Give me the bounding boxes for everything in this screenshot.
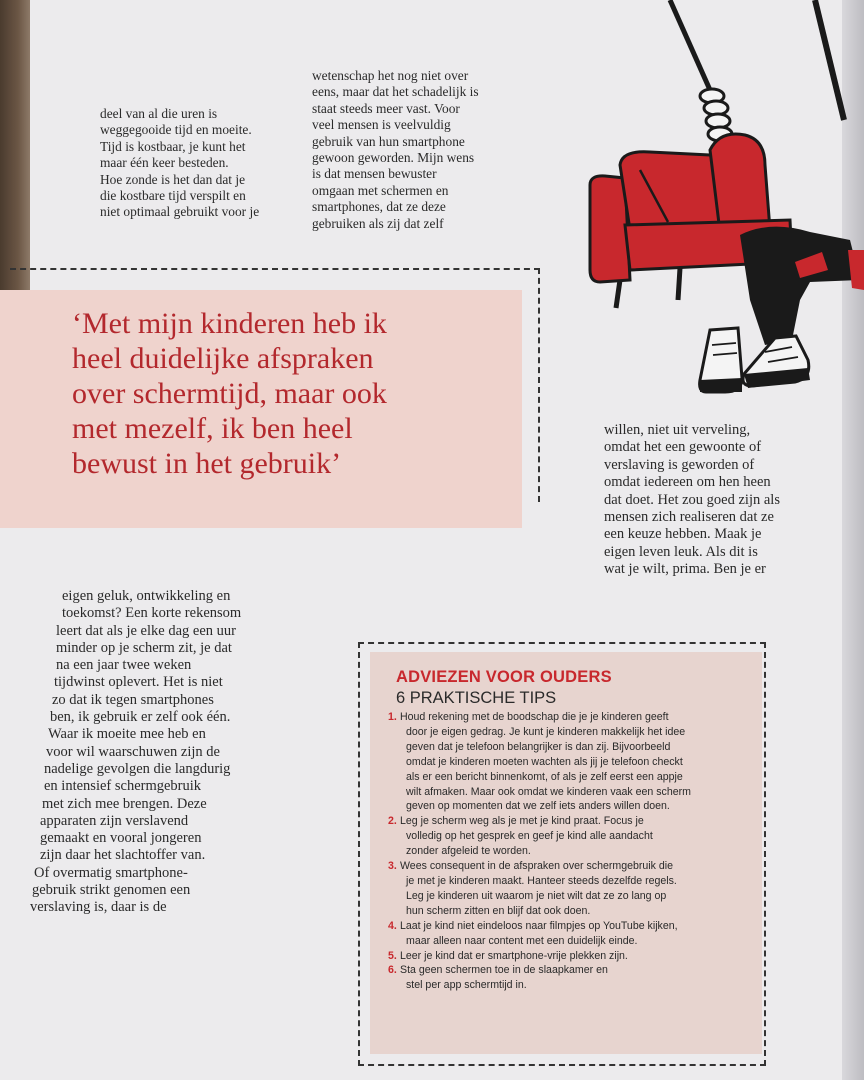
tip-line: Leg je scherm weg als je met je kind praat. Focus je <box>400 815 644 828</box>
text-line: Tijd is kostbaar, je kunt het <box>100 138 246 154</box>
text-line: omdat het een gewoonte of <box>604 439 762 456</box>
text-line: niet optimaal gebruikt voor je <box>100 204 260 220</box>
text-line: weggegooide tijd en moeite. <box>100 122 252 138</box>
text-line: dat doet. Het zou goed zijn als <box>604 491 780 508</box>
text-line: verslaving is, daar is de <box>30 899 167 916</box>
dashed-divider-right <box>538 268 540 502</box>
text-line: gebruik van hun smartphone <box>312 133 465 149</box>
tip-number: 5. <box>388 949 397 962</box>
text-line: Waar ik moeite mee heb en <box>48 726 206 743</box>
tips-list <box>384 710 754 993</box>
dashed-divider-top <box>10 268 540 270</box>
tip-line: zonder afgeleid te worden. <box>406 845 531 858</box>
text-line: voor wil waarschuwen zijn de <box>46 743 220 760</box>
quote-line: heel duidelijke afspraken <box>72 342 374 375</box>
text-line: wetenschap het nog niet over <box>312 68 469 83</box>
tip-item-2 <box>384 814 754 859</box>
tip-line: stel per app schermtijd in. <box>406 979 527 992</box>
quote-line: ‘Met mijn kinderen heb ik <box>72 307 387 340</box>
quote-line: over schermtijd, maar ook <box>72 377 387 410</box>
tip-line: hun scherm zitten en blijf dat ook doen. <box>406 904 591 917</box>
tip-line: geven op momenten dat we zelf iets anders willen doen. <box>406 800 670 813</box>
tip-line: Houd rekening met de boodschap die je je kinderen geeft <box>400 711 669 723</box>
text-line: omgaan met schermen en <box>312 182 449 198</box>
tip-number: 4. <box>388 919 397 932</box>
text-line: willen, niet uit verveling, <box>604 422 751 438</box>
text-line: mensen zich realiseren dat ze <box>604 509 774 526</box>
tip-line: je met je kinderen maakt. Hanteer steeds dezelfde regels. <box>406 874 677 887</box>
body-column-c <box>604 422 780 579</box>
tips-subheading: 6 PRAKTISCHE TIPS <box>396 689 557 707</box>
quote-line: bewust in het gebruik’ <box>72 447 342 480</box>
text-line: een keuze hebben. Maak je <box>604 526 762 543</box>
text-line: die kostbare tijd verspilt en <box>100 188 246 204</box>
text-line: Hoe zonde is het dan dat je <box>100 171 246 187</box>
tip-line: maar alleen naar content met een duidelijk einde. <box>406 934 638 947</box>
tip-line: Wees consequent in de afspraken over schermgebruik die <box>400 860 674 873</box>
pull-quote <box>72 306 512 481</box>
text-line: gewoon geworden. Mijn wens <box>312 150 475 166</box>
tip-number: 3. <box>388 860 397 873</box>
text-line: toekomst? Een korte rekensom <box>62 605 242 622</box>
tip-line: geven dat je telefoon belangrijker is dan zij. Bijvoorbeeld <box>406 740 671 753</box>
text-line: maar één keer besteden. <box>100 155 229 171</box>
text-line: zo dat ik tegen smartphones <box>52 691 214 708</box>
body-column-d <box>30 588 242 917</box>
text-line: eigen leven leuk. Als dit is <box>604 543 758 560</box>
text-line: leert dat als je elke dag een uur <box>56 622 236 639</box>
text-line: gemaakt en vooral jongeren <box>40 830 202 847</box>
text-line: minder op je scherm zit, je dat <box>56 639 232 656</box>
text-line: Of overmatig smartphone- <box>34 864 188 881</box>
text-line: staat steeds meer vast. Voor <box>312 100 460 116</box>
text-line: eigen geluk, ontwikkeling en <box>62 588 231 604</box>
text-line: en intensief schermgebruik <box>44 778 202 795</box>
text-line: gebruiken als zij dat zelf <box>312 215 444 231</box>
tip-number: 6. <box>388 964 397 977</box>
swing-sofa-illustration <box>560 0 864 420</box>
text-line: eens, maar dat het schadelijk is <box>312 84 479 100</box>
text-line: deel van al die uren is <box>100 106 218 121</box>
text-line: veel mensen is veelvuldig <box>312 117 451 133</box>
tip-number: 1. <box>388 711 397 723</box>
text-line: wat je wilt, prima. Ben je er <box>604 561 766 578</box>
text-line: gebruik strikt genomen een <box>32 882 191 899</box>
tip-line: wilt afmaken. Maar ook omdat we kinderen vaak een scherm <box>406 785 691 798</box>
quote-line: met mezelf, ik ben heel <box>72 412 353 445</box>
tip-number: 2. <box>388 815 397 828</box>
text-line: nadelige gevolgen die langdurig <box>44 760 231 777</box>
text-line: verslaving is geworden of <box>604 456 755 473</box>
text-line: is dat mensen bewuster <box>312 166 437 182</box>
tip-line: volledig op het gesprek en geef je kind alle aandacht <box>406 830 653 843</box>
text-line: ben, ik gebruik er zelf ook één. <box>50 709 231 726</box>
text-line: omdat iedereen om hen heen <box>604 474 771 491</box>
tip-line: Laat je kind niet eindeloos naar filmpjes op YouTube kijken, <box>400 919 678 932</box>
wooden-table-edge <box>0 0 30 300</box>
text-line: zijn daar het slachtoffer van. <box>40 847 206 864</box>
text-line: tijdwinst oplevert. Het is niet <box>54 674 223 691</box>
tip-line: Sta geen schermen toe in de slaapkamer en <box>400 964 608 977</box>
text-line: na een jaar twee weken <box>56 657 192 674</box>
body-column-a <box>100 106 259 221</box>
tip-item-4 <box>384 919 754 949</box>
tip-item-6 <box>384 963 754 993</box>
tip-line: omdat je kinderen moeten wachten als jij je telefoon checkt <box>406 755 683 768</box>
text-line: met zich mee brengen. Deze <box>42 795 207 812</box>
text-line: smartphones, dat ze deze <box>312 199 446 215</box>
tip-item-3 <box>384 859 754 919</box>
tip-line: als er een bericht binnenkomt, of als je zelf eerst een appje <box>406 770 683 783</box>
tips-heading: ADVIEZEN VOOR OUDERS <box>396 668 612 686</box>
tip-item-5 <box>384 949 754 964</box>
tip-line: Leg je kinderen uit waarom je niet wilt dat ze zo lang op <box>406 889 667 902</box>
body-column-b <box>312 68 479 232</box>
tip-line: Leer je kind dat er smartphone-vrije plekken zijn. <box>400 949 628 962</box>
tip-item-1 <box>384 710 754 814</box>
tip-line: door je eigen gedrag. Je kunt je kinderen makkelijk het idee <box>406 725 686 738</box>
text-line: apparaten zijn verslavend <box>40 812 189 829</box>
